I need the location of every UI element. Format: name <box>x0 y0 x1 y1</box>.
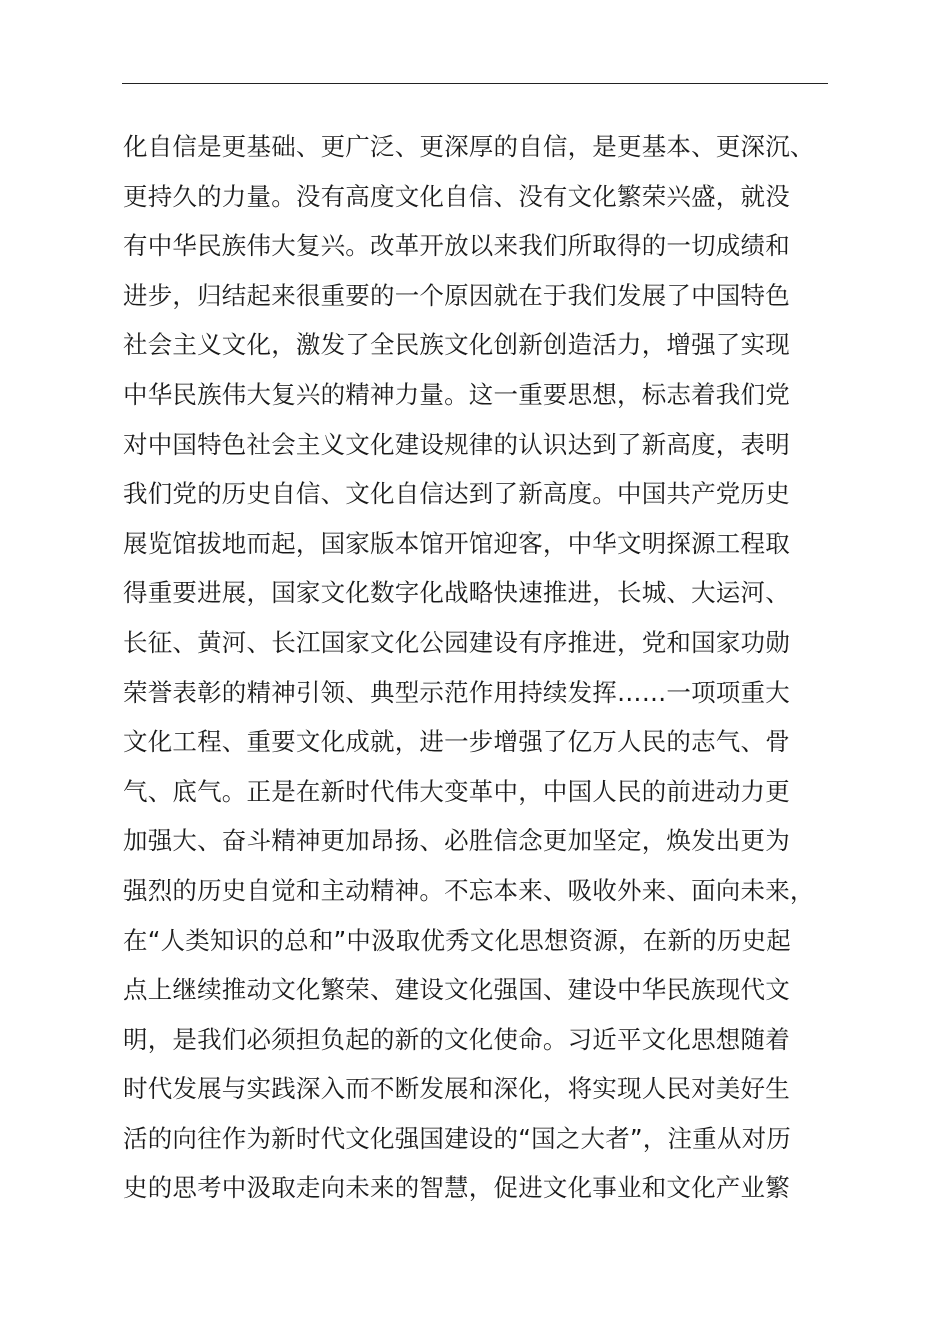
text-line: 有中华民族伟大复兴。改革开放以来我们所取得的一切成绩和 <box>123 231 790 261</box>
text-line: 进步，归结起来很重要的一个原因就在于我们发展了中国特色 <box>123 280 790 310</box>
text-line: 中华民族伟大复兴的精神力量。这一重要思想，标志着我们党 <box>123 379 790 409</box>
text-line: 文化工程、重要文化成就，进一步增强了亿万人民的志气、骨 <box>123 727 790 757</box>
text-line: 强烈的历史自觉和主动精神。不忘本来、吸收外来、面向未来， <box>123 875 815 905</box>
text-line: 对中国特色社会主义文化建设规律的认识达到了新高度，表明 <box>123 429 790 459</box>
text-line: 得重要进展，国家文化数字化战略快速推进，长城、大运河、 <box>123 578 790 608</box>
text-line: 点上继续推动文化繁荣、建设文化强国、建设中华民族现代文 <box>123 975 790 1005</box>
text-line: 社会主义文化，激发了全民族文化创新创造活力，增强了实现 <box>123 330 790 360</box>
text-line: 气、底气。正是在新时代伟大变革中，中国人民的前进动力更 <box>123 776 790 806</box>
body-paragraph <box>123 122 843 1213</box>
text-line: 加强大、奋斗精神更加昂扬、必胜信念更加坚定，焕发出更为 <box>123 826 790 856</box>
text-line: 长征、黄河、长江国家文化公园建设有序推进，党和国家功勋 <box>123 627 790 657</box>
text-line: 我们党的历史自信、文化自信达到了新高度。中国共产党历史 <box>123 479 790 509</box>
text-line: 明，是我们必须担负起的新的文化使命。习近平文化思想随着 <box>123 1024 790 1054</box>
text-line: 更持久的力量。没有高度文化自信、没有文化繁荣兴盛，就没 <box>123 181 790 211</box>
text-line: 荣誉表彰的精神引领、典型示范作用持续发挥……一项项重大 <box>123 677 790 707</box>
text-line: 化自信是更基础、更广泛、更深厚的自信，是更基本、更深沉、 <box>123 132 815 161</box>
text-line: 史的思考中汲取走向未来的智慧，促进文化事业和文化产业繁 <box>123 1173 790 1203</box>
text-line: 时代发展与实践深入而不断发展和深化，将实现人民对美好生 <box>123 1074 790 1104</box>
text-line: 活的向往作为新时代文化强国建设的“国之大者”，注重从对历 <box>123 1123 791 1153</box>
header-rule <box>122 83 828 84</box>
text-line: 展览馆拔地而起，国家版本馆开馆迎客，中华文明探源工程取 <box>123 528 790 558</box>
text-line: 在“人类知识的总和”中汲取优秀文化思想资源，在新的历史起 <box>123 925 791 955</box>
